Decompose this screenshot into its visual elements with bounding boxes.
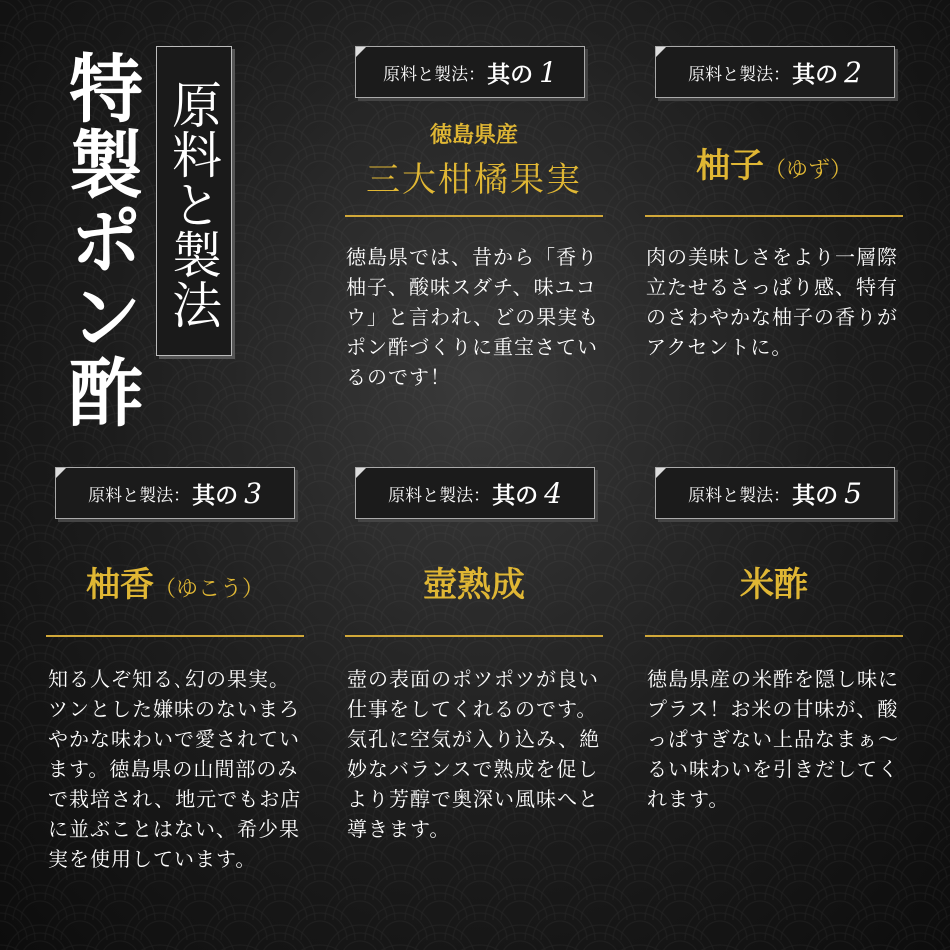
section-5-rule xyxy=(645,635,903,637)
section-3-rule xyxy=(46,635,304,637)
label-word: 其の xyxy=(192,481,239,509)
section-2-heading xyxy=(645,138,903,187)
section-5-label xyxy=(655,467,895,519)
section-3-heading-paren: （ゆこう） xyxy=(153,577,264,602)
label-prefix: 原料と製法： xyxy=(388,485,491,506)
section-2-heading-paren: （ゆず） xyxy=(763,158,852,183)
label-word: 其の xyxy=(792,481,839,509)
section-1-rule xyxy=(345,215,603,217)
label-word: 其の xyxy=(487,60,534,88)
section-2-label xyxy=(655,46,895,98)
section-5-text: 徳島県産の米酢を隠し味にプラス！お米の甘味が、酸っぱすぎない上品なまぁ～るい味わいを引きだしてくれます。 xyxy=(647,667,899,811)
section-2-text: 肉の美味しさをより一層際立たせるさっぱり感、特有のさわやかな柚子の香りがアクセントに。 xyxy=(646,245,898,359)
label-word: 其の xyxy=(792,60,839,88)
label-word: 其の xyxy=(492,481,539,509)
section-number: 1 xyxy=(539,55,557,89)
section-1-label xyxy=(355,46,585,98)
section-5-heading: 米酢 xyxy=(740,565,808,605)
section-1-text: 徳島県では、昔から「香り柚子、酸味スダチ、味ユコウ」と言われ、どの果実もポン酢づくりに重宝さているのです！ xyxy=(346,245,600,389)
section-3-heading xyxy=(46,557,304,606)
label-prefix: 原料と製法： xyxy=(383,64,486,85)
section-number: 2 xyxy=(844,55,862,89)
main-title: 特製ポン酢 xyxy=(57,50,143,430)
section-3-text: 知る人ぞ知る､幻の果実。ツンとした嫌味のないまろやかな味わいで愛されています。徳島県の山間部のみで栽培され、地元でもお店に並ぶことはない、希少果実を使用しています。 xyxy=(48,667,302,871)
section-2-heading-main: 柚子 xyxy=(695,146,764,186)
section-4-text: 壺の表面のポツポツが良い仕事をしてくれるのです。気孔に空気が入り込み、絶妙なバランスで熟成を促しより芳醇で奥深い風味へと導きます。 xyxy=(347,667,601,841)
section-4-rule xyxy=(345,635,603,637)
section-1-heading: 三大柑橘果実 xyxy=(366,160,582,200)
section-number: 4 xyxy=(544,476,562,510)
section-3-label xyxy=(55,467,295,519)
subtitle-box xyxy=(156,46,232,356)
section-4-heading: 壺熟成 xyxy=(423,565,525,605)
label-prefix: 原料と製法： xyxy=(88,485,191,506)
label-prefix: 原料と製法： xyxy=(688,64,791,85)
section-2-rule xyxy=(645,215,903,217)
section-3-heading-main: 柚香 xyxy=(85,565,154,605)
section-number: 3 xyxy=(244,476,262,510)
section-4-label xyxy=(355,467,595,519)
subtitle: 原料と製法 xyxy=(164,79,222,329)
label-prefix: 原料と製法： xyxy=(688,485,791,506)
section-number: 5 xyxy=(844,476,862,510)
section-1-heading-small: 徳島県産 xyxy=(429,122,518,148)
